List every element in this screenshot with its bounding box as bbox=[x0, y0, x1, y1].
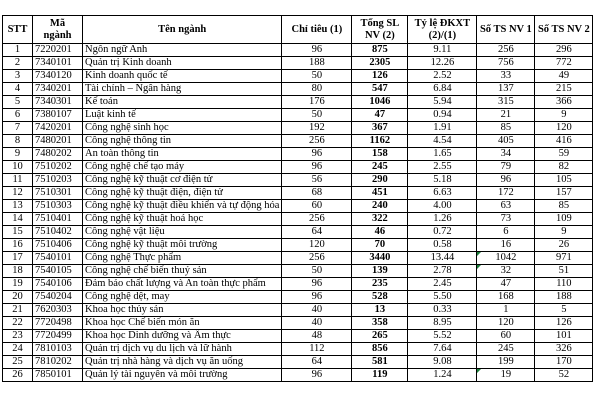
cell-ts-nv2: 26 bbox=[535, 239, 593, 252]
cell-ma-nganh: 7340301 bbox=[33, 96, 83, 109]
cell-ts-nv1: 256 bbox=[477, 44, 535, 57]
table-row bbox=[3, 317, 593, 330]
cell-chi-tieu: 256 bbox=[282, 252, 352, 265]
cell-stt: 10 bbox=[3, 161, 33, 174]
table-row bbox=[3, 109, 593, 122]
cell-chi-tieu: 40 bbox=[282, 317, 352, 330]
cell-chi-tieu: 176 bbox=[282, 96, 352, 109]
cell-ty-le: 0.72 bbox=[408, 226, 477, 239]
cell-ty-le: 1.26 bbox=[408, 213, 477, 226]
table-body bbox=[3, 44, 593, 382]
cell-stt: 1 bbox=[3, 44, 33, 57]
cell-ts-nv1: 120 bbox=[477, 317, 535, 330]
cell-ts-nv2: 82 bbox=[535, 161, 593, 174]
header-row bbox=[3, 16, 593, 44]
cell-stt: 19 bbox=[3, 278, 33, 291]
cell-ty-le: 6.63 bbox=[408, 187, 477, 200]
cell-ty-le: 9.08 bbox=[408, 356, 477, 369]
cell-tong-sl: 70 bbox=[352, 239, 408, 252]
cell-ts-nv1: 199 bbox=[477, 356, 535, 369]
cell-chi-tieu: 64 bbox=[282, 226, 352, 239]
cell-chi-tieu: 60 bbox=[282, 200, 352, 213]
cell-chi-tieu: 56 bbox=[282, 174, 352, 187]
cell-chi-tieu: 50 bbox=[282, 109, 352, 122]
cell-tong-sl: 158 bbox=[352, 148, 408, 161]
cell-ts-nv2: 110 bbox=[535, 278, 593, 291]
cell-ty-le: 6.84 bbox=[408, 83, 477, 96]
cell-chi-tieu: 80 bbox=[282, 83, 352, 96]
cell-ts-nv1: 33 bbox=[477, 70, 535, 83]
cell-tong-sl: 245 bbox=[352, 161, 408, 174]
cell-chi-tieu: 68 bbox=[282, 187, 352, 200]
cell-ty-le: 1.91 bbox=[408, 122, 477, 135]
cell-chi-tieu: 96 bbox=[282, 161, 352, 174]
cell-ts-nv1: 96 bbox=[477, 174, 535, 187]
cell-ty-le: 2.78 bbox=[408, 265, 477, 278]
cell-tong-sl: 265 bbox=[352, 330, 408, 343]
cell-ty-le: 7.64 bbox=[408, 343, 477, 356]
cell-ten-nganh: Quản trị dịch vụ du lịch và lữ hành bbox=[83, 343, 282, 356]
cell-tong-sl: 358 bbox=[352, 317, 408, 330]
admissions-table bbox=[2, 15, 593, 382]
cell-stt: 7 bbox=[3, 122, 33, 135]
header-ty-le: Tỷ lệ ĐKXT (2)/(1) bbox=[408, 16, 477, 44]
cell-chi-tieu: 188 bbox=[282, 57, 352, 70]
table-row bbox=[3, 304, 593, 317]
cell-ma-nganh: 7220201 bbox=[33, 44, 83, 57]
cell-ten-nganh: Công nghệ kỹ thuật môi trường bbox=[83, 239, 282, 252]
cell-tong-sl: 235 bbox=[352, 278, 408, 291]
cell-ten-nganh: Quản trị Kinh doanh bbox=[83, 57, 282, 70]
cell-chi-tieu: 64 bbox=[282, 356, 352, 369]
cell-ty-le: 9.11 bbox=[408, 44, 477, 57]
cell-ma-nganh: 7720499 bbox=[33, 330, 83, 343]
cell-ma-nganh: 7510406 bbox=[33, 239, 83, 252]
cell-ts-nv2: 85 bbox=[535, 200, 593, 213]
cell-ts-nv1: 756 bbox=[477, 57, 535, 70]
table-row bbox=[3, 161, 593, 174]
cell-stt: 9 bbox=[3, 148, 33, 161]
cell-ty-le: 4.54 bbox=[408, 135, 477, 148]
cell-ty-le: 5.50 bbox=[408, 291, 477, 304]
cell-chi-tieu: 96 bbox=[282, 278, 352, 291]
cell-ts-nv2: 416 bbox=[535, 135, 593, 148]
cell-stt: 2 bbox=[3, 57, 33, 70]
cell-chi-tieu: 50 bbox=[282, 70, 352, 83]
cell-ty-le: 8.95 bbox=[408, 317, 477, 330]
cell-stt: 16 bbox=[3, 239, 33, 252]
cell-chi-tieu: 40 bbox=[282, 304, 352, 317]
cell-ts-nv2: 9 bbox=[535, 226, 593, 239]
cell-tong-sl: 322 bbox=[352, 213, 408, 226]
cell-stt: 4 bbox=[3, 83, 33, 96]
cell-ten-nganh: Quản lý tài nguyên và môi trường bbox=[83, 369, 282, 382]
cell-ten-nganh: Đảm bảo chất lượng và An toàn thực phẩm bbox=[83, 278, 282, 291]
header-tong-sl: Tổng SL NV (2) bbox=[352, 16, 408, 44]
cell-ty-le: 4.00 bbox=[408, 200, 477, 213]
header-stt: STT bbox=[3, 16, 33, 44]
cell-ts-nv1: 172 bbox=[477, 187, 535, 200]
cell-tong-sl: 367 bbox=[352, 122, 408, 135]
cell-stt: 22 bbox=[3, 317, 33, 330]
cell-ty-le: 12.26 bbox=[408, 57, 477, 70]
cell-tong-sl: 856 bbox=[352, 343, 408, 356]
cell-ts-nv2: 9 bbox=[535, 109, 593, 122]
cell-chi-tieu: 96 bbox=[282, 148, 352, 161]
cell-stt: 20 bbox=[3, 291, 33, 304]
header-ma-nganh: Mã ngành bbox=[33, 16, 83, 44]
cell-ty-le: 1.24 bbox=[408, 369, 477, 382]
cell-ts-nv1: 85 bbox=[477, 122, 535, 135]
cell-ty-le: 5.94 bbox=[408, 96, 477, 109]
cell-ma-nganh: 7510401 bbox=[33, 213, 83, 226]
cell-stt: 17 bbox=[3, 252, 33, 265]
cell-tong-sl: 47 bbox=[352, 109, 408, 122]
cell-ts-nv1: 405 bbox=[477, 135, 535, 148]
cell-ma-nganh: 7380107 bbox=[33, 109, 83, 122]
cell-ts-nv1: 73 bbox=[477, 213, 535, 226]
cell-stt: 23 bbox=[3, 330, 33, 343]
cell-ten-nganh: Khoa học Dinh dưỡng và Ẩm thực bbox=[83, 330, 282, 343]
cell-chi-tieu: 48 bbox=[282, 330, 352, 343]
cell-ts-nv1: 245 bbox=[477, 343, 535, 356]
cell-tong-sl: 119 bbox=[352, 369, 408, 382]
cell-ten-nganh: Công nghệ vật liệu bbox=[83, 226, 282, 239]
cell-ten-nganh: Ngôn ngữ Anh bbox=[83, 44, 282, 57]
cell-tong-sl: 13 bbox=[352, 304, 408, 317]
cell-chi-tieu: 112 bbox=[282, 343, 352, 356]
cell-ten-nganh: Công nghệ dệt, may bbox=[83, 291, 282, 304]
cell-chi-tieu: 256 bbox=[282, 213, 352, 226]
cell-ts-nv2: 51 bbox=[535, 265, 593, 278]
cell-ts-nv2: 366 bbox=[535, 96, 593, 109]
cell-ts-nv1: 63 bbox=[477, 200, 535, 213]
cell-tong-sl: 126 bbox=[352, 70, 408, 83]
table-row bbox=[3, 343, 593, 356]
cell-ty-le: 2.45 bbox=[408, 278, 477, 291]
cell-chi-tieu: 96 bbox=[282, 44, 352, 57]
table-row bbox=[3, 57, 593, 70]
table-row bbox=[3, 70, 593, 83]
cell-ten-nganh: Khoa học Chế biến món ăn bbox=[83, 317, 282, 330]
cell-stt: 13 bbox=[3, 200, 33, 213]
cell-ts-nv1: 1042 bbox=[477, 252, 535, 265]
cell-tong-sl: 240 bbox=[352, 200, 408, 213]
table-row bbox=[3, 122, 593, 135]
cell-ma-nganh: 7510202 bbox=[33, 161, 83, 174]
cell-stt: 15 bbox=[3, 226, 33, 239]
cell-ma-nganh: 7810103 bbox=[33, 343, 83, 356]
table-row bbox=[3, 187, 593, 200]
cell-tong-sl: 1046 bbox=[352, 96, 408, 109]
cell-ts-nv2: 188 bbox=[535, 291, 593, 304]
cell-ts-nv1: 6 bbox=[477, 226, 535, 239]
cell-ten-nganh: Kinh doanh quốc tế bbox=[83, 70, 282, 83]
cell-ts-nv2: 109 bbox=[535, 213, 593, 226]
cell-ty-le: 1.65 bbox=[408, 148, 477, 161]
cell-ts-nv2: 126 bbox=[535, 317, 593, 330]
cell-ten-nganh: Công nghệ thông tin bbox=[83, 135, 282, 148]
cell-ts-nv1: 79 bbox=[477, 161, 535, 174]
cell-stt: 8 bbox=[3, 135, 33, 148]
cell-stt: 18 bbox=[3, 265, 33, 278]
cell-tong-sl: 1162 bbox=[352, 135, 408, 148]
cell-ma-nganh: 7480201 bbox=[33, 135, 83, 148]
cell-ts-nv2: 52 bbox=[535, 369, 593, 382]
cell-ts-nv2: 772 bbox=[535, 57, 593, 70]
cell-ma-nganh: 7340120 bbox=[33, 70, 83, 83]
cell-stt: 14 bbox=[3, 213, 33, 226]
cell-ma-nganh: 7620303 bbox=[33, 304, 83, 317]
cell-tong-sl: 3440 bbox=[352, 252, 408, 265]
table-row bbox=[3, 174, 593, 187]
table-row bbox=[3, 135, 593, 148]
cell-ty-le: 0.33 bbox=[408, 304, 477, 317]
cell-chi-tieu: 50 bbox=[282, 265, 352, 278]
cell-ts-nv1: 47 bbox=[477, 278, 535, 291]
cell-chi-tieu: 120 bbox=[282, 239, 352, 252]
cell-ts-nv1: 34 bbox=[477, 148, 535, 161]
cell-ts-nv1: 32 bbox=[477, 265, 535, 278]
cell-ma-nganh: 7340101 bbox=[33, 57, 83, 70]
cell-tong-sl: 290 bbox=[352, 174, 408, 187]
cell-ts-nv1: 168 bbox=[477, 291, 535, 304]
cell-ma-nganh: 7720498 bbox=[33, 317, 83, 330]
cell-stt: 11 bbox=[3, 174, 33, 187]
cell-ma-nganh: 7540105 bbox=[33, 265, 83, 278]
cell-tong-sl: 547 bbox=[352, 83, 408, 96]
table-row bbox=[3, 96, 593, 109]
cell-ts-nv1: 21 bbox=[477, 109, 535, 122]
table-row bbox=[3, 369, 593, 382]
cell-tong-sl: 875 bbox=[352, 44, 408, 57]
cell-ty-le: 0.58 bbox=[408, 239, 477, 252]
table-row bbox=[3, 252, 593, 265]
cell-ts-nv1: 315 bbox=[477, 96, 535, 109]
cell-stt: 25 bbox=[3, 356, 33, 369]
cell-ma-nganh: 7810202 bbox=[33, 356, 83, 369]
cell-ts-nv2: 296 bbox=[535, 44, 593, 57]
cell-ts-nv2: 157 bbox=[535, 187, 593, 200]
table-row bbox=[3, 200, 593, 213]
cell-ten-nganh: Luật kinh tế bbox=[83, 109, 282, 122]
cell-stt: 6 bbox=[3, 109, 33, 122]
header-ts-nv2: Số TS NV 2 bbox=[535, 16, 593, 44]
cell-ma-nganh: 7510203 bbox=[33, 174, 83, 187]
cell-ts-nv2: 170 bbox=[535, 356, 593, 369]
cell-ten-nganh: Công nghệ kỹ thuật hoá học bbox=[83, 213, 282, 226]
cell-ten-nganh: Công nghệ chế tạo máy bbox=[83, 161, 282, 174]
cell-ts-nv2: 101 bbox=[535, 330, 593, 343]
cell-ten-nganh: Công nghệ chế biến thuỷ sản bbox=[83, 265, 282, 278]
header-chi-tieu: Chỉ tiêu (1) bbox=[282, 16, 352, 44]
cell-stt: 12 bbox=[3, 187, 33, 200]
cell-ma-nganh: 7510303 bbox=[33, 200, 83, 213]
header-ten-nganh: Tên ngành bbox=[83, 16, 282, 44]
cell-ty-le: 5.18 bbox=[408, 174, 477, 187]
cell-ts-nv1: 1 bbox=[477, 304, 535, 317]
cell-ty-le: 2.52 bbox=[408, 70, 477, 83]
cell-ts-nv2: 105 bbox=[535, 174, 593, 187]
cell-ten-nganh: Kế toán bbox=[83, 96, 282, 109]
table-row bbox=[3, 356, 593, 369]
cell-ma-nganh: 7480202 bbox=[33, 148, 83, 161]
cell-stt: 24 bbox=[3, 343, 33, 356]
cell-ts-nv2: 215 bbox=[535, 83, 593, 96]
cell-ma-nganh: 7340201 bbox=[33, 83, 83, 96]
cell-ts-nv2: 120 bbox=[535, 122, 593, 135]
cell-stt: 5 bbox=[3, 96, 33, 109]
cell-ty-le: 5.52 bbox=[408, 330, 477, 343]
cell-stt: 21 bbox=[3, 304, 33, 317]
cell-ten-nganh: Công nghệ kỹ thuật điện, điện tử bbox=[83, 187, 282, 200]
cell-stt: 26 bbox=[3, 369, 33, 382]
cell-tong-sl: 528 bbox=[352, 291, 408, 304]
cell-ma-nganh: 7540106 bbox=[33, 278, 83, 291]
cell-tong-sl: 451 bbox=[352, 187, 408, 200]
cell-ts-nv2: 5 bbox=[535, 304, 593, 317]
cell-stt: 3 bbox=[3, 70, 33, 83]
table-row bbox=[3, 213, 593, 226]
cell-ten-nganh: Công nghệ Thực phẩm bbox=[83, 252, 282, 265]
cell-ten-nganh: Quản trị nhà hàng và dịch vụ ăn uống bbox=[83, 356, 282, 369]
table-row bbox=[3, 226, 593, 239]
cell-ts-nv2: 59 bbox=[535, 148, 593, 161]
cell-tong-sl: 581 bbox=[352, 356, 408, 369]
table-row bbox=[3, 148, 593, 161]
cell-ts-nv1: 60 bbox=[477, 330, 535, 343]
cell-ts-nv2: 326 bbox=[535, 343, 593, 356]
table-row bbox=[3, 330, 593, 343]
cell-ts-nv1: 137 bbox=[477, 83, 535, 96]
cell-ma-nganh: 7540204 bbox=[33, 291, 83, 304]
cell-ten-nganh: Công nghệ kỹ thuật cơ điện tử bbox=[83, 174, 282, 187]
cell-ten-nganh: An toàn thông tin bbox=[83, 148, 282, 161]
cell-ten-nganh: Công nghệ sinh học bbox=[83, 122, 282, 135]
cell-ten-nganh: Công nghệ kỹ thuật điều khiển và tự động hóa bbox=[83, 200, 282, 213]
cell-chi-tieu: 256 bbox=[282, 135, 352, 148]
cell-tong-sl: 46 bbox=[352, 226, 408, 239]
cell-ts-nv2: 49 bbox=[535, 70, 593, 83]
table-row bbox=[3, 265, 593, 278]
cell-ty-le: 0.94 bbox=[408, 109, 477, 122]
table-row bbox=[3, 291, 593, 304]
cell-ts-nv1: 19 bbox=[477, 369, 535, 382]
cell-chi-tieu: 192 bbox=[282, 122, 352, 135]
cell-ty-le: 13.44 bbox=[408, 252, 477, 265]
cell-ts-nv1: 16 bbox=[477, 239, 535, 252]
cell-chi-tieu: 96 bbox=[282, 291, 352, 304]
table-row bbox=[3, 239, 593, 252]
table-row bbox=[3, 44, 593, 57]
cell-ma-nganh: 7540101 bbox=[33, 252, 83, 265]
cell-ts-nv2: 971 bbox=[535, 252, 593, 265]
header-ts-nv1: Số TS NV 1 bbox=[477, 16, 535, 44]
cell-chi-tieu: 96 bbox=[282, 369, 352, 382]
cell-tong-sl: 139 bbox=[352, 265, 408, 278]
cell-ma-nganh: 7510301 bbox=[33, 187, 83, 200]
cell-ma-nganh: 7420201 bbox=[33, 122, 83, 135]
cell-ty-le: 2.55 bbox=[408, 161, 477, 174]
table-row bbox=[3, 83, 593, 96]
table-row bbox=[3, 278, 593, 291]
cell-ten-nganh: Tài chính – Ngân hàng bbox=[83, 83, 282, 96]
cell-tong-sl: 2305 bbox=[352, 57, 408, 70]
cell-ma-nganh: 7510402 bbox=[33, 226, 83, 239]
cell-ma-nganh: 7850101 bbox=[33, 369, 83, 382]
cell-ten-nganh: Khoa học thủy sản bbox=[83, 304, 282, 317]
